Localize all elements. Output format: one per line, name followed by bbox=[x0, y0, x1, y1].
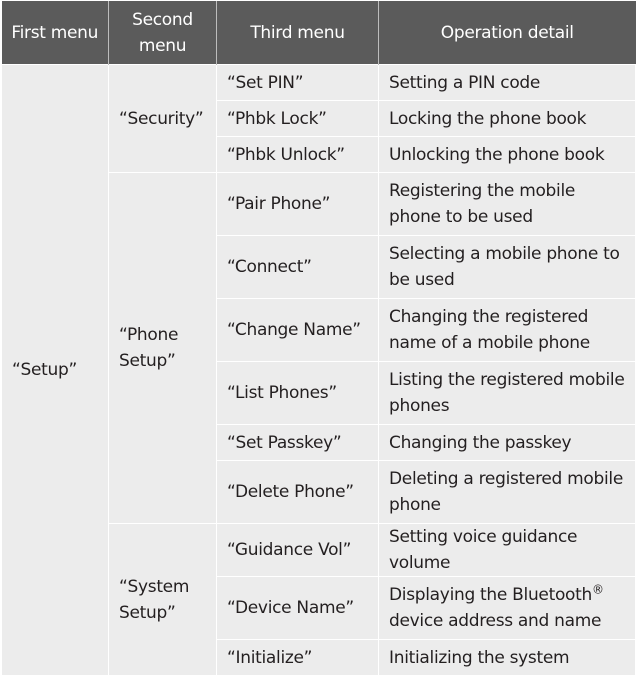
third-menu-cell: “Phbk Unlock” bbox=[217, 137, 379, 173]
third-menu-cell: “Connect” bbox=[217, 236, 379, 299]
registered-mark: ® bbox=[591, 582, 604, 597]
second-menu-system-setup bbox=[109, 524, 217, 676]
third-menu-cell: “Change Name” bbox=[217, 299, 379, 362]
third-menu-cell: “Set PIN” bbox=[217, 65, 379, 101]
operation-detail-cell: Selecting a mobile phone to be used bbox=[379, 236, 636, 299]
table-row bbox=[2, 65, 636, 101]
header-first-menu: First menu bbox=[2, 1, 109, 65]
detail-text: Displaying the Bluetooth bbox=[389, 585, 592, 605]
header-second-menu bbox=[109, 1, 217, 65]
second-menu-system-setup-label: “System Setup” bbox=[119, 576, 190, 623]
third-menu-cell: “Delete Phone” bbox=[217, 461, 379, 524]
operation-detail-cell: Deleting a registered mobile phone bbox=[379, 461, 636, 524]
first-menu-setup: “Setup” bbox=[2, 65, 109, 676]
operation-detail-cell: Changing the passkey bbox=[379, 425, 636, 461]
header-third-menu: Third menu bbox=[217, 1, 379, 65]
operation-detail-cell: Unlocking the phone book bbox=[379, 137, 636, 173]
second-menu-phone-setup-label: “Phone Setup” bbox=[119, 325, 179, 371]
third-menu-cell: “Pair Phone” bbox=[217, 173, 379, 236]
second-menu-phone-setup bbox=[109, 173, 217, 524]
operation-detail-cell: Locking the phone book bbox=[379, 101, 636, 137]
operation-detail-cell: Setting voice guidance volume bbox=[379, 524, 636, 577]
operation-detail-cell: Setting a PIN code bbox=[379, 65, 636, 101]
third-menu-cell: “Initialize” bbox=[217, 640, 379, 676]
operation-detail-cell: Changing the registered name of a mobile phone bbox=[379, 299, 636, 362]
header-second-menu-label: Second menu bbox=[132, 9, 193, 56]
detail-text-continued: device address and name bbox=[389, 611, 602, 631]
operation-detail-cell: Registering the mobile phone to be used bbox=[379, 173, 636, 236]
header-row bbox=[2, 1, 636, 65]
header-operation-detail: Operation detail bbox=[379, 1, 636, 65]
third-menu-cell: “Phbk Lock” bbox=[217, 101, 379, 137]
third-menu-cell: “Set Passkey” bbox=[217, 425, 379, 461]
third-menu-cell: “List Phones” bbox=[217, 362, 379, 425]
third-menu-cell: “Guidance Vol” bbox=[217, 524, 379, 577]
operation-detail-cell: Listing the registered mobile phones bbox=[379, 362, 636, 425]
operation-detail-cell: Initializing the system bbox=[379, 640, 636, 676]
second-menu-security: “Security” bbox=[109, 65, 217, 173]
third-menu-cell: “Device Name” bbox=[217, 577, 379, 640]
menu-table bbox=[1, 1, 636, 676]
operation-detail-cell bbox=[379, 577, 636, 640]
